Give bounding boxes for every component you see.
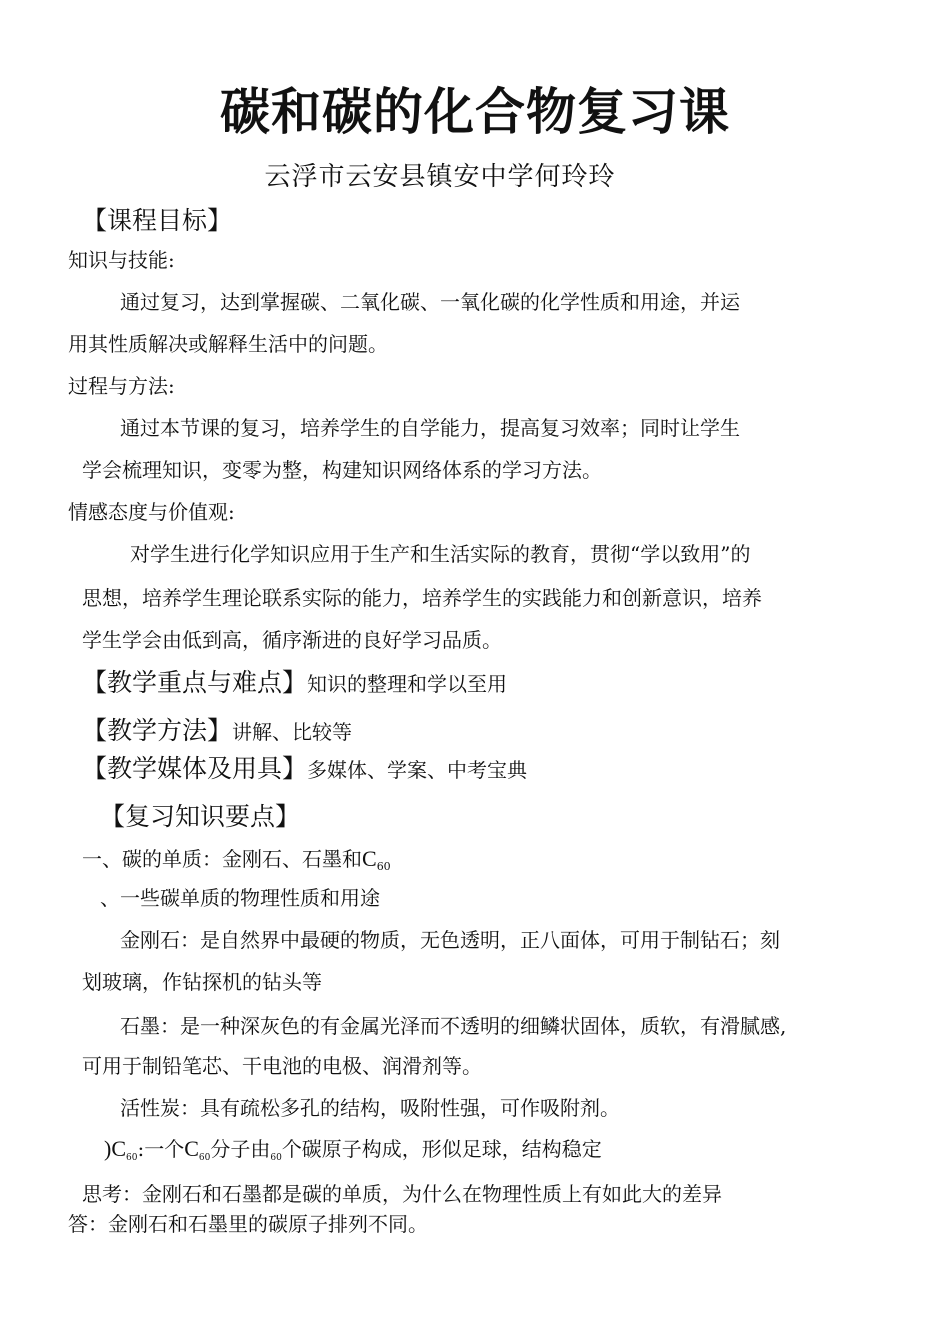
section-1-line xyxy=(82,846,391,872)
c60-sub-3: 60 xyxy=(270,1153,282,1163)
page-title: 碳和碳的化合物复习课 xyxy=(220,83,730,141)
section-1-text: 一、碳的单质：金刚石、石墨和 xyxy=(82,847,362,871)
process-label: 过程与方法: xyxy=(68,374,175,398)
c60-c-2: C xyxy=(184,1136,199,1161)
c60-c-1: C xyxy=(111,1136,127,1161)
knowledge-line-1: 通过复习，达到掌握碳、二氧化碳、一氧化碳的化学性质和用途，并运 xyxy=(120,290,740,314)
section-1-c: C xyxy=(362,846,377,871)
diamond-line-1: 金刚石：是自然界中最硬的物质，无色透明，正八面体，可用于制钻石；刻 xyxy=(120,928,780,952)
emotion-label: 情感态度与价值观: xyxy=(68,500,235,524)
diamond-line-2: 划玻璃，作钻探机的钻头等 xyxy=(82,970,322,994)
key-heading: 【教学重点与难点】 xyxy=(82,668,308,697)
process-line-1: 通过本节课的复习，培养学生的自学能力，提高复习效率；同时让学生 xyxy=(120,416,740,440)
process-line-2: 学会梳理知识，变零为整，构建知识网络体系的学习方法。 xyxy=(82,458,602,482)
author-line: 云浮市云安县镇安中学何玲玲 xyxy=(264,162,616,192)
graphite-line-1: 石墨：是一种深灰色的有金属光泽而不透明的细鳞状固体，质软，有滑腻感, xyxy=(120,1014,787,1038)
section-1-sub: 60 xyxy=(376,860,391,873)
c60-tail: 个碳原子构成，形似足球，结构稳定 xyxy=(281,1137,602,1161)
emotion-line-3: 学生学会由低到高，循序渐进的良好学习品质。 xyxy=(82,628,502,652)
c60-sub-1: 60 xyxy=(126,1153,138,1163)
c60-prefix: ) xyxy=(104,1136,112,1161)
knowledge-line-2: 用其性质解决或解释生活中的问题。 xyxy=(68,332,388,356)
key-points-line xyxy=(82,668,507,698)
knowledge-label: 知识与技能: xyxy=(68,248,175,272)
method-heading: 【教学方法】 xyxy=(82,716,233,745)
media-heading: 【教学媒体及用具】 xyxy=(82,754,308,783)
media-line xyxy=(82,754,527,784)
method-line xyxy=(82,716,352,746)
activated-carbon-line: 活性炭：具有疏松多孔的结构，吸附性强，可作吸附剂。 xyxy=(120,1096,620,1120)
emotion-line-1: 对学生进行化学知识应用于生产和生活实际的教育，贯彻“学以致用”的 xyxy=(130,542,751,566)
c60-sub-2: 60 xyxy=(198,1153,211,1163)
c60-mid-1: :一个 xyxy=(137,1137,185,1161)
method-text: 讲解、比较等 xyxy=(232,720,353,744)
c60-mid-2: 分子由 xyxy=(210,1137,271,1161)
course-goal-heading: 【课程目标】 xyxy=(82,206,233,235)
c60-line xyxy=(104,1136,602,1162)
emotion-line-2: 思想，培养学生理论联系实际的能力，培养学生的实践能力和创新意识，培养 xyxy=(82,586,762,610)
review-heading: 【复习知识要点】 xyxy=(100,802,301,831)
graphite-line-2: 可用于制铅笔芯、干电池的电极、润滑剂等。 xyxy=(82,1054,482,1078)
subsection-1: 、一些碳单质的物理性质和用途 xyxy=(100,886,380,910)
answer-line: 答：金刚石和石墨里的碳原子排列不同。 xyxy=(68,1212,428,1236)
key-text: 知识的整理和学以至用 xyxy=(307,672,508,696)
media-text: 多媒体、学案、中考宝典 xyxy=(307,758,528,782)
think-line: 思考：金刚石和石墨都是碳的单质，为什么在物理性质上有如此大的差异 xyxy=(82,1182,722,1206)
